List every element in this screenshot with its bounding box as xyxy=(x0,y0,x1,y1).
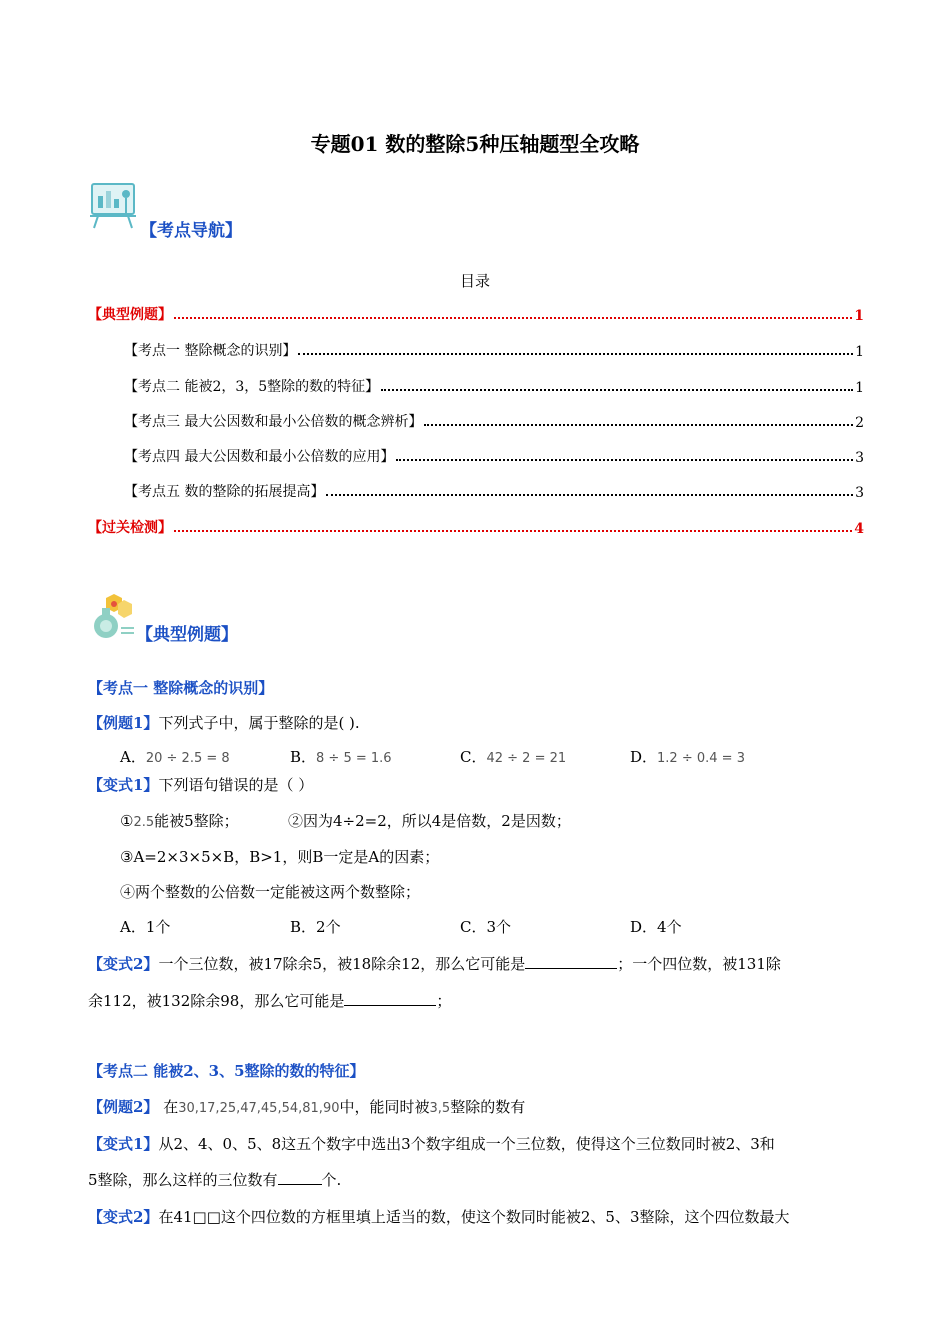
statement-1: ①2.5能被5整除； xyxy=(120,812,239,830)
option-a[interactable]: A．20 ÷ 2.5 = 8 xyxy=(120,748,230,766)
examples-heading: 【典型例题】 xyxy=(136,625,238,645)
option-c[interactable]: C．42 ÷ 2 = 21 xyxy=(460,748,567,766)
toc-row[interactable]: 【考点三 最大公因数和最小公倍数的概念辨析】 2 xyxy=(124,414,864,431)
answer-blank[interactable] xyxy=(278,1170,322,1185)
answer-blank[interactable] xyxy=(344,991,436,1006)
toc-row[interactable]: 【过关检测】 4 xyxy=(88,520,864,537)
option-d[interactable]: D．1.2 ÷ 0.4 = 3 xyxy=(630,748,745,766)
example-2: 【例题2】 在30,17,25,47,45,54,81,90中，能同时被3,5整除的数有 xyxy=(88,1098,526,1116)
toc-row[interactable]: 【考点五 数的整除的拓展提高】 3 xyxy=(124,484,864,501)
statement-3: ③A=2×3×5×B，B>1，则B一定是A的因素； xyxy=(120,848,440,866)
example-1: 【例题1】下列式子中，属于整除的是( ). xyxy=(88,714,360,732)
variant-2-cont: 余112，被132除余98，那么它可能是 ； xyxy=(88,992,452,1010)
toc-row[interactable]: 【考点一 整除概念的识别】 1 xyxy=(124,343,864,360)
toc-row[interactable]: 【典型例题】 1 xyxy=(88,307,864,324)
variant-2: 【变式2】一个三位数，被17除余5，被18除余12，那么它可能是 ；一个四位数，被131除 xyxy=(88,955,781,973)
variant-2: 【变式2】在41□□这个四位数的方框里填上适当的数，使这个数同时能被2、5、3整除，这个四位数最大 xyxy=(88,1208,790,1226)
option-b[interactable]: B．2个 xyxy=(290,918,341,936)
presentation-board-icon xyxy=(88,182,136,230)
section-heading: 【考点一 整除概念的识别】 xyxy=(88,679,274,697)
statement-4: ④两个整数的公倍数一定能被这两个数整除； xyxy=(120,883,421,901)
toc-row[interactable]: 【考点四 最大公因数和最小公倍数的应用】 3 xyxy=(124,449,864,466)
section-heading: 【考点二 能被2、3、5整除的数的特征】 xyxy=(88,1062,365,1080)
option-b[interactable]: B．8 ÷ 5 = 1.6 xyxy=(290,748,392,766)
nav-heading: 【考点导航】 xyxy=(140,221,242,241)
variant-1: 【变式1】从2、4、0、5、8这五个数字中选出3个数字组成一个三位数，使得这个三位数同时被2、3和 xyxy=(88,1135,775,1153)
variant-1-cont: 5整除，那么这样的三位数有 个. xyxy=(88,1171,342,1189)
statement-2: ②因为4÷2=2，所以4是倍数，2是因数； xyxy=(288,812,571,830)
variant-1: 【变式1】下列语句错误的是（ ） xyxy=(88,776,314,794)
toc-title: 目录 xyxy=(459,272,490,290)
toc-row[interactable]: 【考点二 能被2，3，5整除的数的特征】 1 xyxy=(124,379,864,396)
answer-blank[interactable] xyxy=(525,954,617,969)
flask-icon xyxy=(88,592,136,640)
option-c[interactable]: C．3个 xyxy=(460,918,512,936)
page-title: 专题01 数的整除5种压轴题型全攻略 xyxy=(310,132,640,156)
option-d[interactable]: D．4个 xyxy=(630,918,682,936)
option-a[interactable]: A．1个 xyxy=(120,918,171,936)
